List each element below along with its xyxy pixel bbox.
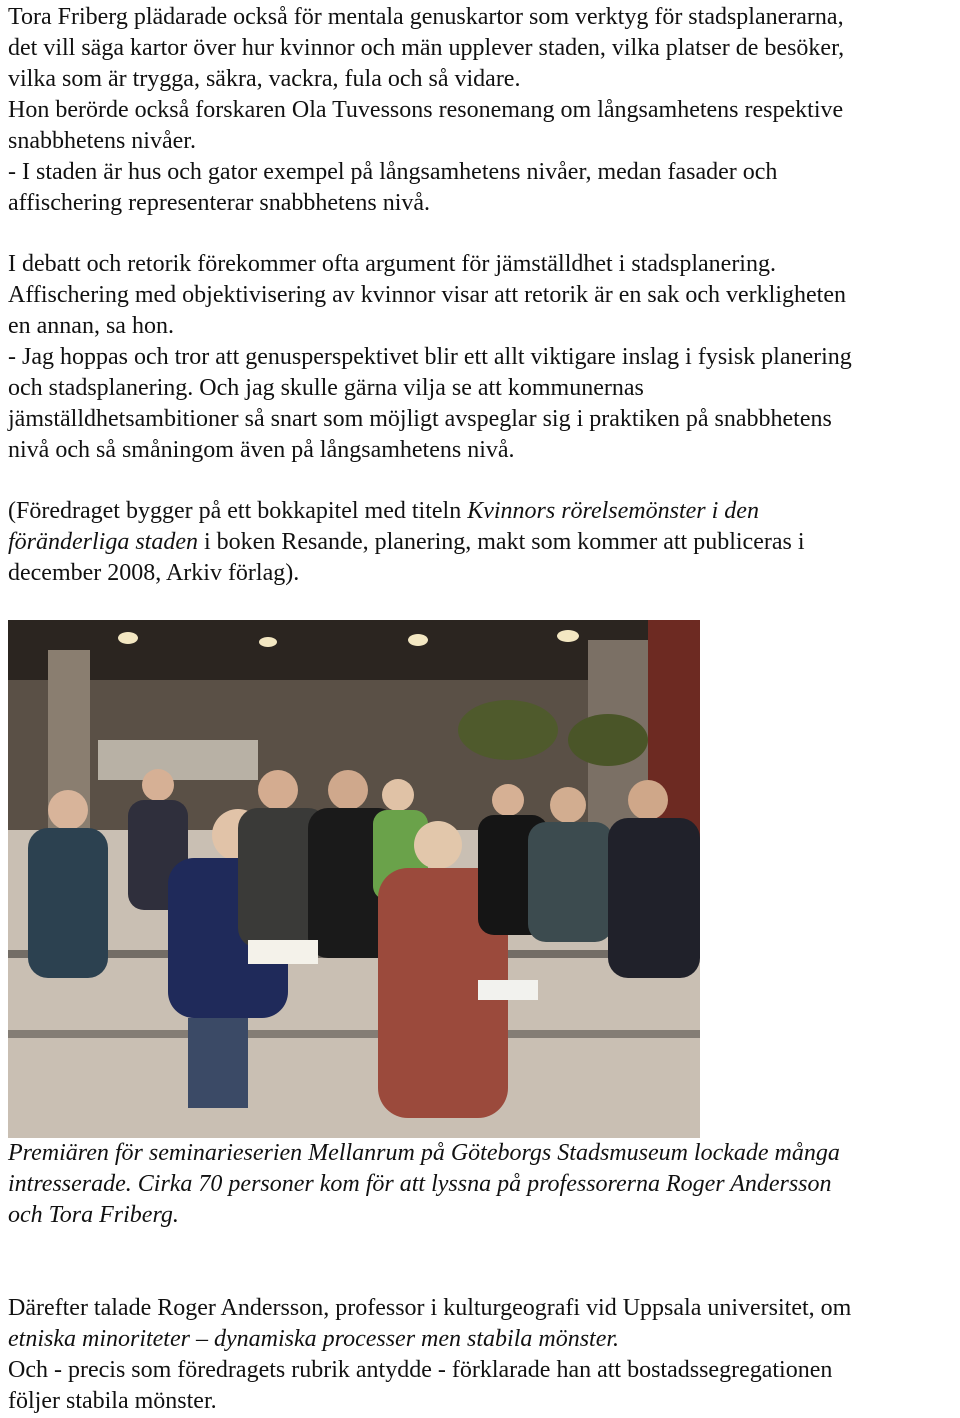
text-line: I debatt och retorik förekommer ofta argument för jämställdhet i stadsplanering. <box>8 251 776 277</box>
text-line: nivå och så småningom även på långsamhetens nivå. <box>8 437 515 463</box>
text-line: vilka som är trygga, säkra, vackra, fula och så vidare. <box>8 66 521 92</box>
paragraph-equality <box>8 249 960 466</box>
text-line: och stadsplanering. Och jag skulle gärna vilja se att kommunernas <box>8 375 644 401</box>
text-line: - Jag hoppas och tror att genusperspektivet blir ett allt viktigare inslag i fysisk planering <box>8 344 852 370</box>
text-line: - I staden är hus och gator exempel på långsamhetens nivåer, medan fasader och <box>8 159 778 185</box>
text-line: snabbhetens nivåer. <box>8 128 196 154</box>
text-line: följer stabila mönster. <box>8 1388 217 1414</box>
paragraph-roger-andersson <box>8 1293 960 1417</box>
text-line: Därefter talade Roger Andersson, professor i kulturgeografi vid Uppsala universitet, om <box>8 1295 852 1321</box>
text-line <box>8 527 948 558</box>
caption-line: och Tora Friberg. <box>8 1202 179 1228</box>
paragraph-book-reference <box>8 496 948 589</box>
caption-line: Premiären för seminarieserien Mellanrum på Göteborgs Stadsmuseum lockade många <box>8 1140 840 1166</box>
caption-line: intresserade. Cirka 70 personer kom för att lyssna på professorerna Roger Andersson <box>8 1171 832 1197</box>
lecture-title: etniska minoriteter – dynamiska processer men stabila mönster. <box>8 1326 620 1352</box>
text-run: i boken Resande, planering, makt som kommer att publiceras i <box>198 529 805 555</box>
paragraph-mental-maps <box>8 2 960 219</box>
text-run: (Föredraget bygger på ett bokkapitel med titeln <box>8 498 468 524</box>
text-line: Och - precis som föredragets rubrik antydde - förklarade han att bostadssegregationen <box>8 1357 833 1383</box>
text-line: Tora Friberg plädarade också för mentala genuskartor som verktyg för stadsplanerarna, <box>8 4 844 30</box>
seminar-audience-photo <box>8 620 700 1138</box>
text-line <box>8 496 948 527</box>
book-chapter-title: Kvinnors rörelsemönster i den <box>467 498 759 524</box>
text-line: Hon berörde också forskaren Ola Tuvessons resonemang om långsamhetens respektive <box>8 97 844 123</box>
text-line: december 2008, Arkiv förlag). <box>8 560 300 586</box>
photo-caption <box>8 1138 960 1231</box>
text-line: det vill säga kartor över hur kvinnor och män upplever staden, vilka platser de besöker, <box>8 35 845 61</box>
text-line: affischering representerar snabbhetens nivå. <box>8 190 431 216</box>
text-line: jämställdhetsambitioner så snart som möjligt avspeglar sig i praktiken på snabbhetens <box>8 406 832 432</box>
text-line <box>8 1324 960 1355</box>
text-line: Affischering med objektivisering av kvinnor visar att retorik är en sak och verkligheten <box>8 282 846 308</box>
text-line: en annan, sa hon. <box>8 313 174 339</box>
book-chapter-title-cont: föränderliga staden <box>8 529 198 555</box>
